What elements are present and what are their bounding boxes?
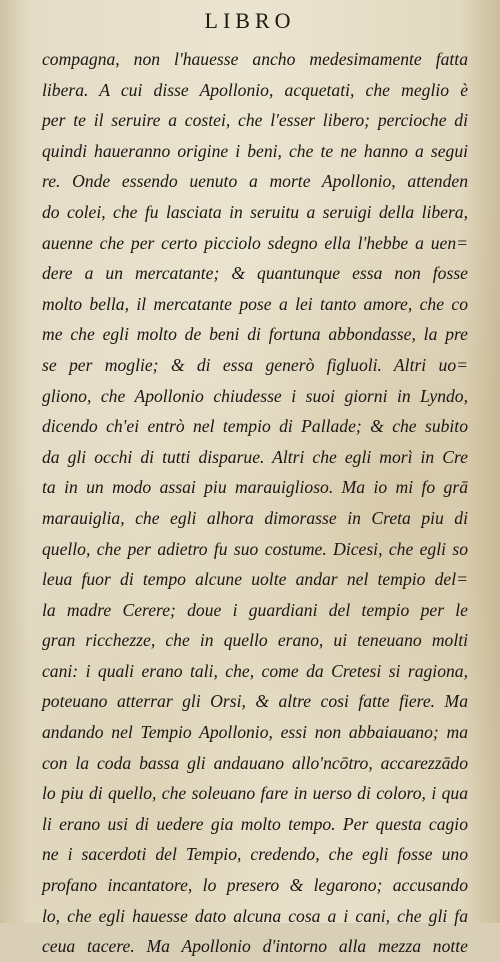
text-line: libera. A cui disse Apollonio, acquetati, che meglio è <box>42 79 468 100</box>
text-line: ta in un modo assai piu marauiglioso. Ma io mi fo grā <box>42 477 468 498</box>
text-line: con la coda bassa gli andauano allo'ncōtro, accarezzādo <box>42 752 468 773</box>
text-line: li erano usi di uedere gia molto tempo. Per questa cagio <box>42 813 468 834</box>
text-line: da gli occhi di tutti disparue. Altri che egli morì in Cre <box>42 446 468 467</box>
text-line: andando nel Tempio Apollonio, essi non abbaiauano; ma <box>42 722 468 743</box>
text-line: lo, che egli hauesse dato alcuna cosa a i cani, che gli fa <box>42 905 468 926</box>
text-line: leua fuor di tempo alcune uolte andar nel tempio del= <box>42 569 468 590</box>
text-line: per te il seruire a costei, che l'esser libero; percioche di <box>42 110 468 131</box>
text-line: me che egli molto de beni di fortuna abbondasse, la pre <box>42 324 468 345</box>
text-line: dicendo ch'ei entrò nel tempio di Pallade; & che subito <box>42 416 468 437</box>
text-line: marauiglia, che egli alhora dimorasse in Creta piu di <box>42 507 468 528</box>
text-line: quello, che per adietro fu suo costume. Dicesi, che egli so <box>42 538 468 559</box>
running-head: LIBRO <box>204 8 296 33</box>
text-line: ne i sacerdoti del Tempio, credendo, che egli fosse uno <box>42 844 468 865</box>
text-line: do colei, che fu lasciata in seruitu a seruigi della libera, <box>42 201 468 222</box>
text-line: poteuano atterrar gli Orsi, & altre cosi fatte fiere. Ma <box>42 691 468 712</box>
text-line: auenne che per certo picciolo sdegno ella l'hebbe a uen= <box>42 232 468 253</box>
text-line: compagna, non l'hauesse ancho medesimamente fatta <box>42 49 468 69</box>
text-line: ceua tacere. Ma Apollonio d'intorno alla mezza notte <box>42 936 468 957</box>
text-block <box>42 44 468 962</box>
text-line: gliono, che Apollonio chiudesse i suoi giorni in Lyndo, <box>42 385 468 406</box>
text-line: molto bella, il mercatante pose a lei tanto amore, che co <box>42 293 468 314</box>
text-line: re. Onde essendo uenuto a morte Apollonio, attenden <box>42 171 468 192</box>
text-line: lo piu di quello, che soleuano fare in uerso di coloro, i qua <box>42 783 468 804</box>
text-line: dere a un mercatante; & quantunque essa non fosse <box>42 263 468 284</box>
text-line: gran ricchezze, che in quello erano, ui teneuano molti <box>42 630 468 651</box>
text-line: cani: i quali erano tali, che, come da Cretesi si ragiona, <box>42 660 468 681</box>
text-line: la madre Cerere; doue i guardiani del tempio per le <box>42 599 468 620</box>
text-line: profano incantatore, lo presero & legarono; accusando <box>42 875 468 896</box>
text-line: quindi haueranno origine i beni, che te ne hanno a segui <box>42 140 468 161</box>
text-line: se per moglie; & di essa generò figluoli. Altri uo= <box>42 354 468 375</box>
